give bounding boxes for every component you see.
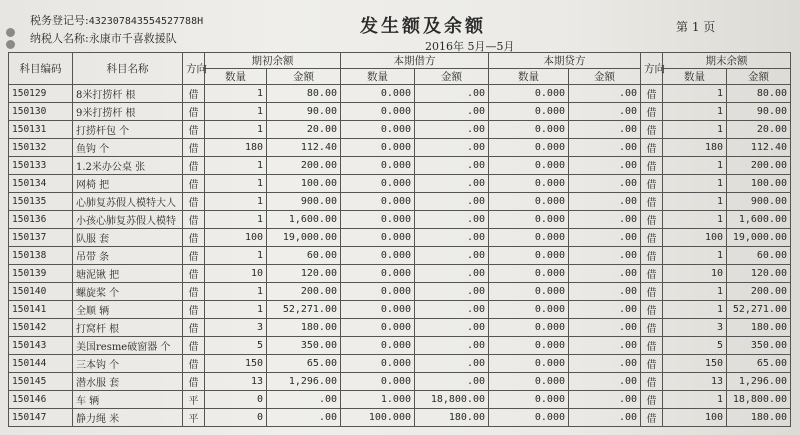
cell-direction: 借 bbox=[183, 175, 205, 193]
cell-closing-amount: 60.00 bbox=[727, 247, 791, 265]
report-title: 发生额及余额 bbox=[360, 16, 486, 37]
cell-closing-direction: 借 bbox=[641, 121, 663, 139]
col-header-qty: 数量 bbox=[205, 69, 267, 85]
cell-opening-qty: 0 bbox=[205, 391, 267, 409]
cell-opening-qty: 1 bbox=[205, 193, 267, 211]
cell-debit-amount: .00 bbox=[415, 211, 489, 229]
cell-closing-qty: 1 bbox=[663, 283, 727, 301]
cell-opening-qty: 0 bbox=[205, 409, 267, 427]
cell-opening-qty: 1 bbox=[205, 103, 267, 121]
cell-debit-qty: 0.000 bbox=[341, 247, 415, 265]
cell-credit-amount: .00 bbox=[569, 391, 641, 409]
cell-closing-direction: 借 bbox=[641, 103, 663, 121]
table-row bbox=[9, 247, 791, 265]
cell-closing-amount: 900.00 bbox=[727, 193, 791, 211]
cell-direction: 借 bbox=[183, 211, 205, 229]
cell-opening-amount: .00 bbox=[267, 409, 341, 427]
table-row bbox=[9, 121, 791, 139]
cell-credit-qty: 0.000 bbox=[489, 265, 569, 283]
cell-opening-amount: 52,271.00 bbox=[267, 301, 341, 319]
cell-debit-amount: .00 bbox=[415, 229, 489, 247]
cell-opening-qty: 1 bbox=[205, 211, 267, 229]
cell-direction: 借 bbox=[183, 103, 205, 121]
cell-code: 150143 bbox=[9, 337, 73, 355]
col-header-opening: 期初余额 bbox=[205, 53, 341, 69]
cell-credit-qty: 0.000 bbox=[489, 193, 569, 211]
cell-credit-amount: .00 bbox=[569, 211, 641, 229]
cell-closing-qty: 1 bbox=[663, 157, 727, 175]
cell-opening-qty: 100 bbox=[205, 229, 267, 247]
cell-opening-qty: 3 bbox=[205, 319, 267, 337]
cell-code: 150132 bbox=[9, 139, 73, 157]
cell-credit-amount: .00 bbox=[569, 121, 641, 139]
cell-name: 打捞杆包 个 bbox=[73, 121, 183, 139]
cell-debit-qty: 0.000 bbox=[341, 103, 415, 121]
cell-opening-amount: 1,600.00 bbox=[267, 211, 341, 229]
cell-debit-amount: .00 bbox=[415, 103, 489, 121]
col-header-code: 科目编码 bbox=[9, 53, 73, 85]
cell-debit-amount: .00 bbox=[415, 193, 489, 211]
cell-closing-direction: 借 bbox=[641, 283, 663, 301]
table-row bbox=[9, 301, 791, 319]
cell-name: 1.2米办公桌 张 bbox=[73, 157, 183, 175]
cell-debit-qty: 0.000 bbox=[341, 283, 415, 301]
cell-credit-qty: 0.000 bbox=[489, 301, 569, 319]
cell-credit-amount: .00 bbox=[569, 193, 641, 211]
cell-closing-amount: 20.00 bbox=[727, 121, 791, 139]
cell-opening-qty: 1 bbox=[205, 301, 267, 319]
cell-debit-qty: 0.000 bbox=[341, 373, 415, 391]
cell-closing-qty: 3 bbox=[663, 319, 727, 337]
cell-closing-direction: 借 bbox=[641, 193, 663, 211]
cell-credit-qty: 0.000 bbox=[489, 283, 569, 301]
cell-closing-amount: 180.00 bbox=[727, 409, 791, 427]
cell-closing-qty: 13 bbox=[663, 373, 727, 391]
cell-direction: 借 bbox=[183, 85, 205, 103]
cell-code: 150129 bbox=[9, 85, 73, 103]
cell-opening-amount: 80.00 bbox=[267, 85, 341, 103]
cell-credit-amount: .00 bbox=[569, 319, 641, 337]
cell-credit-qty: 0.000 bbox=[489, 247, 569, 265]
col-header-amount: 金额 bbox=[415, 69, 489, 85]
cell-code: 150137 bbox=[9, 229, 73, 247]
cell-opening-qty: 1 bbox=[205, 85, 267, 103]
cell-debit-amount: .00 bbox=[415, 175, 489, 193]
cell-debit-amount: .00 bbox=[415, 265, 489, 283]
punch-hole bbox=[6, 40, 15, 49]
tax-id-line bbox=[30, 12, 203, 28]
page-number: 第 1 页 bbox=[676, 20, 716, 34]
cell-opening-amount: .00 bbox=[267, 391, 341, 409]
table-row bbox=[9, 355, 791, 373]
table-body bbox=[9, 85, 791, 427]
cell-code: 150142 bbox=[9, 319, 73, 337]
cell-code: 150147 bbox=[9, 409, 73, 427]
cell-debit-qty: 100.000 bbox=[341, 409, 415, 427]
cell-debit-qty: 0.000 bbox=[341, 157, 415, 175]
cell-closing-amount: 52,271.00 bbox=[727, 301, 791, 319]
cell-closing-qty: 5 bbox=[663, 337, 727, 355]
cell-credit-amount: .00 bbox=[569, 139, 641, 157]
cell-debit-qty: 0.000 bbox=[341, 229, 415, 247]
cell-opening-amount: 350.00 bbox=[267, 337, 341, 355]
cell-closing-qty: 1 bbox=[663, 211, 727, 229]
punch-hole bbox=[6, 28, 15, 37]
cell-closing-direction: 借 bbox=[641, 85, 663, 103]
cell-credit-amount: .00 bbox=[569, 355, 641, 373]
col-header-closing: 期末余额 bbox=[663, 53, 791, 69]
cell-direction: 借 bbox=[183, 283, 205, 301]
cell-debit-amount: .00 bbox=[415, 139, 489, 157]
cell-debit-qty: 0.000 bbox=[341, 301, 415, 319]
cell-debit-amount: .00 bbox=[415, 337, 489, 355]
cell-name: 心肺复苏假人模特大人 bbox=[73, 193, 183, 211]
cell-opening-amount: 180.00 bbox=[267, 319, 341, 337]
col-header-amount: 金额 bbox=[569, 69, 641, 85]
cell-code: 150145 bbox=[9, 373, 73, 391]
cell-credit-qty: 0.000 bbox=[489, 229, 569, 247]
col-header-amount: 金额 bbox=[267, 69, 341, 85]
cell-debit-amount: 180.00 bbox=[415, 409, 489, 427]
cell-opening-amount: 112.40 bbox=[267, 139, 341, 157]
cell-credit-amount: .00 bbox=[569, 337, 641, 355]
cell-debit-amount: .00 bbox=[415, 319, 489, 337]
col-header-closing-dir: 方向 bbox=[641, 53, 663, 85]
col-header-qty: 数量 bbox=[489, 69, 569, 85]
table-row bbox=[9, 409, 791, 427]
cell-direction: 平 bbox=[183, 391, 205, 409]
cell-opening-qty: 1 bbox=[205, 247, 267, 265]
table-row bbox=[9, 103, 791, 121]
table-row bbox=[9, 373, 791, 391]
cell-opening-amount: 100.00 bbox=[267, 175, 341, 193]
table-row bbox=[9, 319, 791, 337]
cell-code: 150136 bbox=[9, 211, 73, 229]
cell-name: 静力绳 米 bbox=[73, 409, 183, 427]
cell-debit-qty: 0.000 bbox=[341, 85, 415, 103]
cell-debit-qty: 0.000 bbox=[341, 193, 415, 211]
cell-closing-qty: 1 bbox=[663, 301, 727, 319]
cell-opening-amount: 20.00 bbox=[267, 121, 341, 139]
cell-debit-qty: 0.000 bbox=[341, 139, 415, 157]
cell-opening-qty: 150 bbox=[205, 355, 267, 373]
cell-closing-qty: 100 bbox=[663, 409, 727, 427]
cell-opening-amount: 19,000.00 bbox=[267, 229, 341, 247]
cell-closing-amount: 200.00 bbox=[727, 157, 791, 175]
cell-direction: 借 bbox=[183, 121, 205, 139]
cell-debit-amount: .00 bbox=[415, 283, 489, 301]
cell-closing-direction: 借 bbox=[641, 319, 663, 337]
cell-closing-qty: 1 bbox=[663, 391, 727, 409]
cell-direction: 借 bbox=[183, 355, 205, 373]
cell-opening-amount: 200.00 bbox=[267, 283, 341, 301]
cell-opening-amount: 900.00 bbox=[267, 193, 341, 211]
table-row bbox=[9, 175, 791, 193]
cell-name: 小孩心肺复苏假人模特 bbox=[73, 211, 183, 229]
col-header-dir: 方向 bbox=[183, 53, 205, 85]
cell-name: 9米打捞杆 根 bbox=[73, 103, 183, 121]
cell-credit-qty: 0.000 bbox=[489, 103, 569, 121]
cell-opening-qty: 13 bbox=[205, 373, 267, 391]
cell-closing-amount: 112.40 bbox=[727, 139, 791, 157]
cell-opening-qty: 1 bbox=[205, 157, 267, 175]
tax-id-label: 税务登记号: bbox=[30, 14, 89, 27]
table-row bbox=[9, 265, 791, 283]
table-row bbox=[9, 211, 791, 229]
cell-credit-qty: 0.000 bbox=[489, 157, 569, 175]
cell-name: 潜水服 套 bbox=[73, 373, 183, 391]
cell-debit-qty: 1.000 bbox=[341, 391, 415, 409]
table-row bbox=[9, 283, 791, 301]
cell-closing-amount: 65.00 bbox=[727, 355, 791, 373]
cell-debit-amount: .00 bbox=[415, 121, 489, 139]
table-row bbox=[9, 85, 791, 103]
cell-closing-amount: 1,296.00 bbox=[727, 373, 791, 391]
cell-opening-amount: 90.00 bbox=[267, 103, 341, 121]
cell-name: 美国resme破窗器 个 bbox=[73, 337, 183, 355]
cell-code: 150130 bbox=[9, 103, 73, 121]
cell-debit-amount: .00 bbox=[415, 301, 489, 319]
cell-debit-amount: .00 bbox=[415, 373, 489, 391]
cell-direction: 借 bbox=[183, 193, 205, 211]
cell-name: 全顺 辆 bbox=[73, 301, 183, 319]
cell-code: 150141 bbox=[9, 301, 73, 319]
cell-closing-direction: 借 bbox=[641, 301, 663, 319]
tax-id-value: 432307843554527788H bbox=[88, 16, 204, 27]
cell-opening-amount: 60.00 bbox=[267, 247, 341, 265]
cell-credit-amount: .00 bbox=[569, 301, 641, 319]
cell-closing-direction: 借 bbox=[641, 265, 663, 283]
col-header-qty: 数量 bbox=[341, 69, 415, 85]
cell-closing-amount: 18,800.00 bbox=[727, 391, 791, 409]
cell-opening-amount: 200.00 bbox=[267, 157, 341, 175]
cell-debit-qty: 0.000 bbox=[341, 319, 415, 337]
cell-closing-direction: 借 bbox=[641, 373, 663, 391]
cell-name: 队服 套 bbox=[73, 229, 183, 247]
cell-credit-qty: 0.000 bbox=[489, 337, 569, 355]
taxpayer-line bbox=[30, 30, 177, 46]
cell-credit-amount: .00 bbox=[569, 157, 641, 175]
cell-opening-qty: 10 bbox=[205, 265, 267, 283]
cell-credit-qty: 0.000 bbox=[489, 121, 569, 139]
cell-debit-amount: .00 bbox=[415, 85, 489, 103]
cell-credit-qty: 0.000 bbox=[489, 355, 569, 373]
cell-code: 150138 bbox=[9, 247, 73, 265]
cell-debit-qty: 0.000 bbox=[341, 121, 415, 139]
cell-debit-qty: 0.000 bbox=[341, 355, 415, 373]
cell-closing-amount: 120.00 bbox=[727, 265, 791, 283]
cell-closing-direction: 借 bbox=[641, 211, 663, 229]
cell-credit-qty: 0.000 bbox=[489, 85, 569, 103]
cell-closing-amount: 90.00 bbox=[727, 103, 791, 121]
cell-name: 螺旋桨 个 bbox=[73, 283, 183, 301]
cell-credit-qty: 0.000 bbox=[489, 319, 569, 337]
cell-name: 网椅 把 bbox=[73, 175, 183, 193]
cell-code: 150144 bbox=[9, 355, 73, 373]
cell-closing-amount: 200.00 bbox=[727, 283, 791, 301]
cell-debit-qty: 0.000 bbox=[341, 175, 415, 193]
cell-closing-amount: 19,000.00 bbox=[727, 229, 791, 247]
report-period: 2016年 5月—5月 bbox=[425, 40, 515, 53]
table-row bbox=[9, 193, 791, 211]
cell-debit-amount: .00 bbox=[415, 247, 489, 265]
cell-opening-amount: 120.00 bbox=[267, 265, 341, 283]
taxpayer-label: 纳税人名称: bbox=[30, 32, 89, 45]
cell-credit-amount: .00 bbox=[569, 103, 641, 121]
cell-credit-qty: 0.000 bbox=[489, 391, 569, 409]
cell-credit-qty: 0.000 bbox=[489, 409, 569, 427]
cell-code: 150146 bbox=[9, 391, 73, 409]
cell-closing-qty: 1 bbox=[663, 121, 727, 139]
col-header-name: 科目名称 bbox=[73, 53, 183, 85]
col-header-qty: 数量 bbox=[663, 69, 727, 85]
cell-credit-qty: 0.000 bbox=[489, 139, 569, 157]
cell-direction: 借 bbox=[183, 319, 205, 337]
cell-credit-amount: .00 bbox=[569, 175, 641, 193]
cell-closing-qty: 1 bbox=[663, 85, 727, 103]
cell-credit-amount: .00 bbox=[569, 265, 641, 283]
cell-opening-qty: 1 bbox=[205, 121, 267, 139]
cell-closing-direction: 借 bbox=[641, 409, 663, 427]
cell-direction: 借 bbox=[183, 337, 205, 355]
cell-closing-qty: 100 bbox=[663, 229, 727, 247]
cell-closing-direction: 借 bbox=[641, 229, 663, 247]
table-row bbox=[9, 391, 791, 409]
cell-name: 打窝杆 根 bbox=[73, 319, 183, 337]
cell-name: 车 辆 bbox=[73, 391, 183, 409]
cell-code: 150133 bbox=[9, 157, 73, 175]
cell-closing-amount: 80.00 bbox=[727, 85, 791, 103]
cell-opening-amount: 65.00 bbox=[267, 355, 341, 373]
cell-direction: 借 bbox=[183, 229, 205, 247]
cell-credit-amount: .00 bbox=[569, 85, 641, 103]
cell-closing-direction: 借 bbox=[641, 139, 663, 157]
cell-opening-qty: 1 bbox=[205, 175, 267, 193]
cell-credit-amount: .00 bbox=[569, 373, 641, 391]
cell-credit-amount: .00 bbox=[569, 229, 641, 247]
cell-name: 三本钩 个 bbox=[73, 355, 183, 373]
cell-credit-qty: 0.000 bbox=[489, 175, 569, 193]
cell-code: 150139 bbox=[9, 265, 73, 283]
cell-closing-amount: 180.00 bbox=[727, 319, 791, 337]
table-row bbox=[9, 157, 791, 175]
cell-opening-qty: 180 bbox=[205, 139, 267, 157]
cell-credit-amount: .00 bbox=[569, 409, 641, 427]
cell-debit-amount: 18,800.00 bbox=[415, 391, 489, 409]
cell-closing-direction: 借 bbox=[641, 247, 663, 265]
balance-table bbox=[8, 52, 791, 427]
cell-closing-qty: 180 bbox=[663, 139, 727, 157]
cell-closing-direction: 借 bbox=[641, 391, 663, 409]
cell-name: 鱼钩 个 bbox=[73, 139, 183, 157]
cell-closing-direction: 借 bbox=[641, 337, 663, 355]
cell-code: 150135 bbox=[9, 193, 73, 211]
cell-opening-amount: 1,296.00 bbox=[267, 373, 341, 391]
cell-debit-amount: .00 bbox=[415, 157, 489, 175]
cell-direction: 借 bbox=[183, 301, 205, 319]
cell-closing-qty: 150 bbox=[663, 355, 727, 373]
cell-credit-qty: 0.000 bbox=[489, 373, 569, 391]
cell-direction: 平 bbox=[183, 409, 205, 427]
table-row bbox=[9, 337, 791, 355]
cell-name: 塘泥锹 把 bbox=[73, 265, 183, 283]
cell-name: 吊带 条 bbox=[73, 247, 183, 265]
cell-code: 150140 bbox=[9, 283, 73, 301]
cell-closing-qty: 1 bbox=[663, 175, 727, 193]
col-header-amount: 金额 bbox=[727, 69, 791, 85]
table-row bbox=[9, 139, 791, 157]
cell-closing-direction: 借 bbox=[641, 157, 663, 175]
cell-closing-amount: 350.00 bbox=[727, 337, 791, 355]
cell-credit-amount: .00 bbox=[569, 247, 641, 265]
cell-closing-amount: 1,600.00 bbox=[727, 211, 791, 229]
cell-opening-qty: 5 bbox=[205, 337, 267, 355]
cell-closing-qty: 1 bbox=[663, 103, 727, 121]
col-header-credit: 本期贷方 bbox=[489, 53, 641, 69]
cell-opening-qty: 1 bbox=[205, 283, 267, 301]
cell-closing-qty: 1 bbox=[663, 193, 727, 211]
taxpayer-value: 永康市千喜救援队 bbox=[88, 32, 177, 45]
cell-code: 150134 bbox=[9, 175, 73, 193]
cell-direction: 借 bbox=[183, 139, 205, 157]
cell-closing-direction: 借 bbox=[641, 355, 663, 373]
cell-debit-qty: 0.000 bbox=[341, 337, 415, 355]
col-header-debit: 本期借方 bbox=[341, 53, 489, 69]
cell-direction: 借 bbox=[183, 247, 205, 265]
table-row bbox=[9, 229, 791, 247]
cell-credit-amount: .00 bbox=[569, 283, 641, 301]
cell-closing-qty: 1 bbox=[663, 247, 727, 265]
cell-closing-qty: 10 bbox=[663, 265, 727, 283]
cell-closing-direction: 借 bbox=[641, 175, 663, 193]
cell-closing-amount: 100.00 bbox=[727, 175, 791, 193]
cell-debit-qty: 0.000 bbox=[341, 211, 415, 229]
cell-direction: 借 bbox=[183, 265, 205, 283]
cell-credit-qty: 0.000 bbox=[489, 211, 569, 229]
cell-name: 8米打捞杆 根 bbox=[73, 85, 183, 103]
cell-debit-qty: 0.000 bbox=[341, 265, 415, 283]
cell-debit-amount: .00 bbox=[415, 355, 489, 373]
cell-code: 150131 bbox=[9, 121, 73, 139]
cell-direction: 借 bbox=[183, 373, 205, 391]
cell-direction: 借 bbox=[183, 157, 205, 175]
